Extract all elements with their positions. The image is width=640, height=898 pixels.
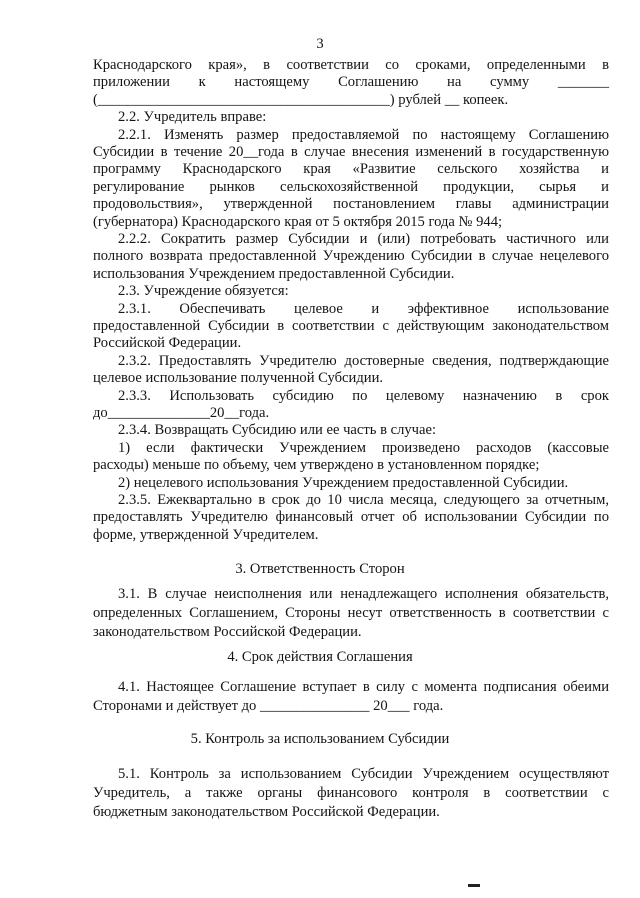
text-line: предоставлять Учредителю финансовый отчет об использовании Субсидии по <box>93 509 609 525</box>
text-line: 1) если фактически Учреждением произведено расходов (кассовые <box>118 440 609 456</box>
text-line: Субсидии в течение 20__года в случае внесения изменений в государственную <box>93 144 609 160</box>
text-line: программу Краснодарского края «Развитие сельского хозяйства и <box>93 161 609 177</box>
text-line: 2.3. Учреждение обязуется: <box>118 283 289 299</box>
text-line: приложении к настоящему Соглашению на сумму _______ <box>93 74 609 90</box>
text-line: законодательством Российской Федерации. <box>93 624 362 640</box>
text-line: определенных Соглашением, Стороны несут ответственность в соответствии с <box>93 605 609 621</box>
section-heading: 4. Срок действия Соглашения <box>227 649 413 665</box>
text-line: 2.2.1. Изменять размер предоставляемой по настоящему Соглашению <box>118 127 609 143</box>
text-line: Учредитель, а также органы финансового контроля в соответствии с <box>93 785 609 801</box>
text-line: регулирование рынков сельскохозяйственной продукции, сырья и <box>93 179 609 195</box>
text-line: целевое использование полученной Субсидии. <box>93 370 384 386</box>
text-line: Краснодарского края», в соответствии со сроками, определенными в <box>93 57 609 73</box>
text-line: 2.2. Учредитель вправе: <box>118 109 267 125</box>
text-line: 2.3.2. Предоставлять Учредителю достоверные сведения, подтверждающие <box>118 353 609 369</box>
text-line: 2) нецелевого использования Учреждением предоставленной Субсидии. <box>118 475 569 491</box>
scan-mark <box>468 884 480 887</box>
text-line: 5.1. Контроль за использованием Субсидии Учреждением осуществляют <box>118 766 609 782</box>
text-line: 2.3.4. Возвращать Субсидию или ее часть в случае: <box>118 422 437 438</box>
text-line: до______________20__года. <box>93 405 270 421</box>
text-line: 2.3.3. Использовать субсидию по целевому назначению в срок <box>118 388 609 404</box>
text-line: 2.3.1. Обеспечивать целевое и эффективное использование <box>118 301 609 317</box>
text-line: 2.2.2. Сократить размер Субсидии и (или) потребовать частичного или <box>118 231 609 247</box>
text-line: бюджетным законодательством Российской Федерации. <box>93 804 440 820</box>
text-line: 4.1. Настоящее Соглашение вступает в силу с момента подписания обеими <box>118 679 609 695</box>
text-line: (губернатора) Краснодарского края от 5 октября 2015 года № 944; <box>93 214 503 230</box>
section-heading: 3. Ответственность Сторон <box>235 561 405 577</box>
section-heading: 5. Контроль за использованием Субсидии <box>190 731 450 747</box>
text-line: форме, утвержденной Учредителем. <box>93 527 319 543</box>
text-line: Российской Федерации. <box>93 335 242 351</box>
page-number: 3 <box>316 36 324 52</box>
text-line: 2.3.5. Ежеквартально в срок до 10 числа месяца, следующего за отчетным, <box>118 492 609 508</box>
text-line: (________________________________________) рублей __ копеек. <box>93 92 509 108</box>
text-line: 3.1. В случае неисполнения или ненадлежащего исполнения обязательств, <box>118 586 609 602</box>
text-line: Сторонами и действует до _______________ 20___ года. <box>93 698 444 714</box>
text-line: использования Учреждением предоставленной Субсидии. <box>93 266 455 282</box>
text-line: расходы) меньше по объему, чем утверждено в установленном порядке; <box>93 457 540 473</box>
text-line: продовольствия», утвержденной постановлением главы администрации <box>93 196 609 212</box>
text-line: полного возврата предоставленной Учреждению Субсидии в случае нецелевого <box>93 248 609 264</box>
text-line: предоставленной Субсидии в соответствии с действующим законодательством <box>93 318 609 334</box>
